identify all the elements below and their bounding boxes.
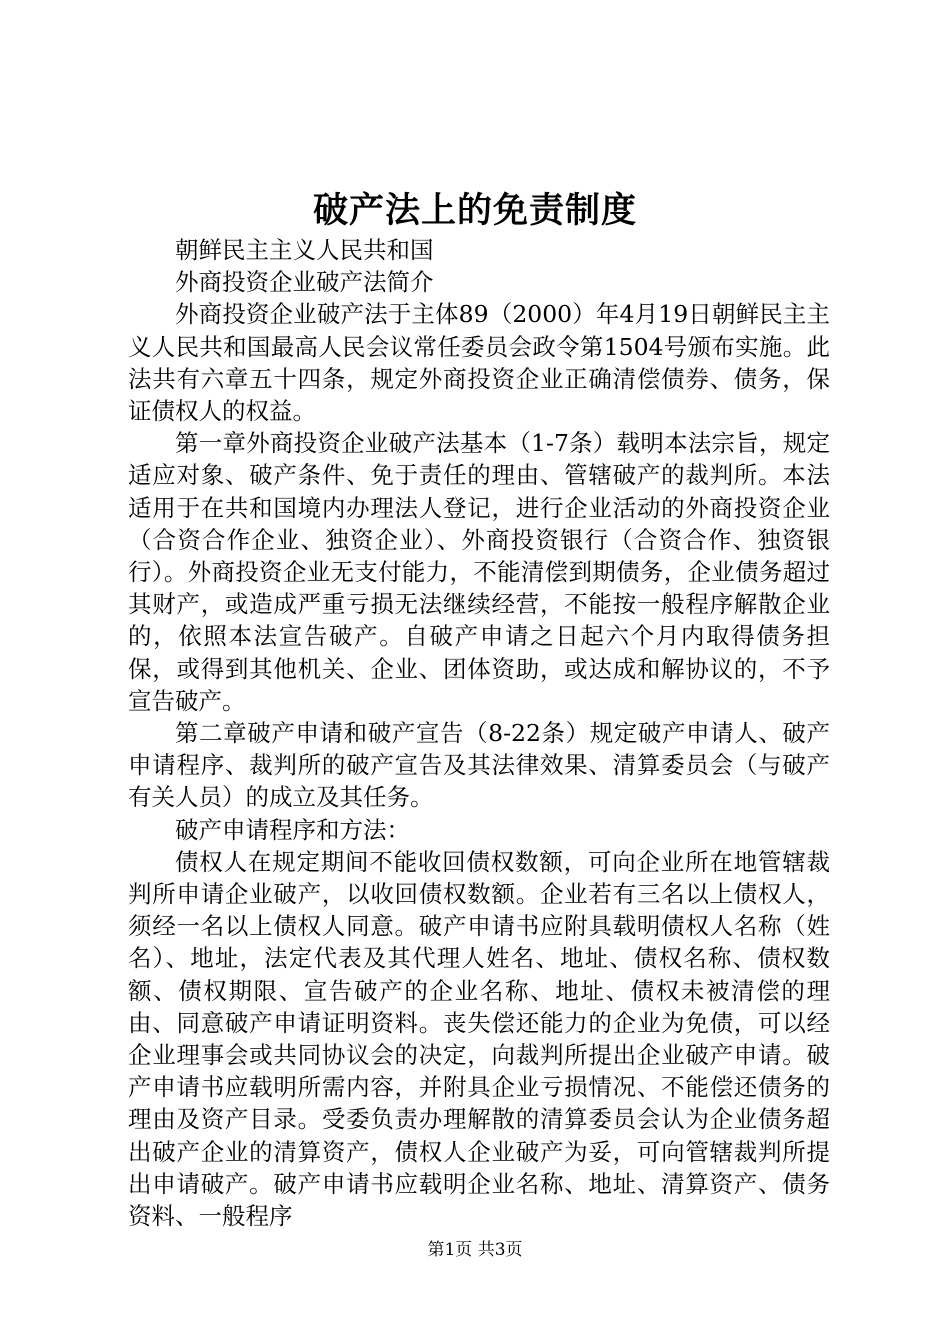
- document-title: 破产法上的免责制度: [312, 190, 637, 231]
- paragraph-law-title: 外商投资企业破产法简介: [175, 268, 434, 297]
- paragraph-procedure-details: 债权人在规定期间不能收回债权数额，可向企业所在地管辖裁判所申请企业破产，以收回债权数额。企业若有三名以上债权人，须经一名以上债权人同意。破产申请书应附具载明债权人名称（姓名）、地址，法定代表及其代理人姓名、地址、债权名称、债权数额、债权期限、宣告破产的企业名称、地址、债权未被清偿的理由、同意破产申请证明资料。丧失偿还能力的企业为免债，可以经企业理事会或共同协议会的决定，向裁判所提出企业破产申请。破产申请书应载明所需内容，并附具企业亏损情况、不能偿还债务的理由及资产目录。受委负责办理解散的清算委员会认为企业债务超出破产企业的清算资产，债权人企业破产为妥，可向管辖裁判所提出申请破产。破产申请书应载明企业名称、地址、清算资产、债务资料、一般程序: [128, 847, 830, 1231]
- page-number: 第1页: [427, 1240, 473, 1260]
- paragraph-procedure-heading: 破产申请程序和方法：: [175, 815, 410, 844]
- document-body: [128, 234, 830, 1232]
- paragraph-country: 朝鲜民主主义人民共和国: [175, 236, 434, 264]
- paragraph-chapter-two: 第二章破产申请和破产宣告（8-22条）规定破产申请人、破产申请程序、裁判所的破产宣告及其法律效果、清算委员会（与破产有关人员）的成立及其任务。: [128, 719, 830, 812]
- page-total: 共3页: [477, 1240, 523, 1260]
- paragraph-chapter-one: 第一章外商投资企业破产法基本（1-7条）载明本法宗旨，规定适应对象、破产条件、免于责任的理由、管辖破产的裁判所。本法适用于在共和国境内办理法人登记，进行企业活动的外商投资企业（合资合作企业、独资企业）、外商投资银行（合资合作、独资银行）。外商投资企业无支付能力，不能清偿到期债务，企业债务超过其财产，或造成严重亏损无法继续经营，不能按一般程序解散企业的，依照本法宣告破产。自破产申请之日起六个月内取得债务担保，或得到其他机关、企业、团体资助，或达成和解协议的，不予宣告破产。: [128, 429, 830, 715]
- paragraph-intro: 外商投资企业破产法于主体89（2000）年4月19日朝鲜民主主义人民共和国最高人民会议常任委员会政令第1504号颁布实施。此法共有六章五十四条，规定外商投资企业正确清偿债券、债务，保证债权人的权益。: [128, 300, 830, 426]
- page-footer: [0, 1238, 950, 1262]
